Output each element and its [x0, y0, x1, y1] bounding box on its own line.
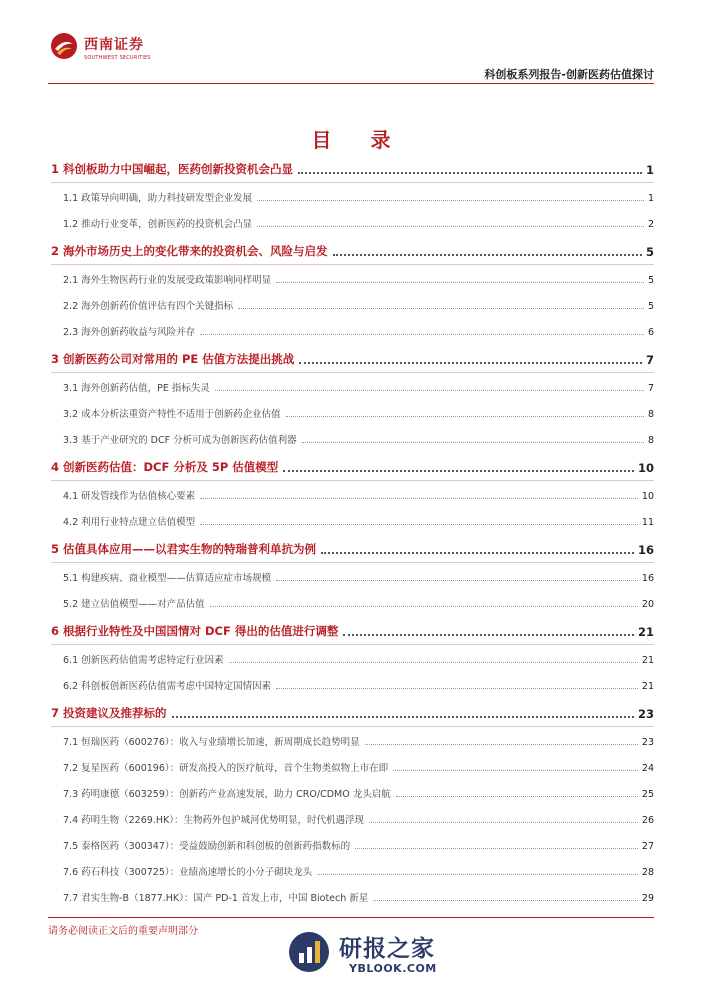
toc-leader-dots	[317, 874, 638, 875]
toc-leader-dots	[365, 744, 638, 745]
toc-subsection-entry[interactable]	[51, 805, 654, 831]
toc-subsection-entry[interactable]	[51, 671, 654, 697]
toc-entry-title: 7.5 泰格医药（300347）：受益鼓励创新和科创板的创新药指数标的	[63, 841, 351, 852]
toc-subsection-entry[interactable]	[51, 291, 654, 317]
toc-entry-title: 1 科创板助力中国崛起，医药创新投资机会凸显	[51, 162, 294, 176]
toc-subsection-entry[interactable]	[51, 317, 654, 343]
toc-entry-title: 7 投资建议及推荐标的	[51, 706, 167, 720]
toc-entry-title: 7.2 复星医药（600196）：研发高投入的医疗航母，首个生物类似物上市在即	[63, 763, 389, 774]
toc-page-number: 21	[641, 681, 654, 692]
toc-entry-title: 6 根据行业特性及中国国情对 DCF 得出的估值进行调整	[51, 624, 339, 638]
toc-subsection-entry[interactable]	[51, 883, 654, 909]
toc-subsection-entry[interactable]	[51, 727, 654, 753]
toc-leader-dots	[172, 716, 634, 718]
toc-page-number: 21	[641, 655, 654, 666]
toc-section-entry[interactable]	[51, 235, 654, 265]
toc-page-number: 28	[641, 867, 654, 878]
report-series-title: 科创板系列报告-创新医药估值探讨	[484, 68, 654, 81]
toc-leader-dots	[302, 442, 644, 443]
toc-page-number: 27	[641, 841, 654, 852]
toc-leader-dots	[299, 362, 642, 364]
toc-section-entry[interactable]	[51, 343, 654, 373]
toc-subsection-entry[interactable]	[51, 399, 654, 425]
toc-leader-dots	[257, 226, 644, 227]
toc-entry-title: 2.3 海外创新药收益与风险并存	[63, 327, 196, 338]
toc-leader-dots	[229, 662, 638, 663]
toc-heading: 目 录	[311, 128, 407, 152]
toc-leader-dots	[355, 848, 638, 849]
toc-subsection-entry[interactable]	[51, 209, 654, 235]
toc-entry-title: 7.3 药明康德（603259）：创新药产业高速发展，助力 CRO/CDMO 龙头启航	[63, 789, 391, 800]
toc-page-number: 5	[647, 275, 654, 286]
toc-page-number: 1	[645, 163, 654, 177]
toc-subsection-entry[interactable]	[51, 779, 654, 805]
toc-entry-title: 3 创新医药公司对常用的 PE 估值方法提出挑战	[51, 352, 295, 366]
toc-page-number: 8	[647, 435, 654, 446]
brand-logo	[48, 30, 168, 74]
toc-page-number: 2	[647, 219, 654, 230]
toc-leader-dots	[276, 580, 638, 581]
toc-subsection-entry[interactable]	[51, 645, 654, 671]
toc-entry-title: 5.1 构建疾病、商业模型——估算适应症市场规模	[63, 573, 272, 584]
toc-leader-dots	[283, 470, 634, 472]
toc-page-number: 8	[647, 409, 654, 420]
toc-subsection-entry[interactable]	[51, 481, 654, 507]
toc-entry-title: 4.2 利用行业特点建立估值模型	[63, 517, 196, 528]
toc-leader-dots	[333, 254, 642, 256]
toc-page-number: 7	[647, 383, 654, 394]
toc-leader-dots	[200, 334, 644, 335]
toc-page-number: 5	[645, 245, 654, 259]
toc-page-number: 11	[641, 517, 654, 528]
toc-entry-title: 7.7 君实生物-B（1877.HK）：国产 PD-1 首发上市，中国 Biotech 新星	[63, 893, 369, 904]
toc-leader-dots	[343, 634, 634, 636]
toc-leader-dots	[396, 796, 638, 797]
toc-leader-dots	[298, 172, 642, 174]
toc-subsection-entry[interactable]	[51, 563, 654, 589]
toc-entry-title: 2.1 海外生物医药行业的发展受政策影响同样明显	[63, 275, 272, 286]
toc-page-number: 10	[641, 491, 654, 502]
toc-page-number: 10	[637, 461, 654, 475]
toc-entry-title: 1.2 推动行业变革，创新医药的投资机会凸显	[63, 219, 253, 230]
watermark-logo-icon	[287, 930, 331, 974]
toc-subsection-entry[interactable]	[51, 425, 654, 451]
toc-subsection-entry[interactable]	[51, 589, 654, 615]
toc-subsection-entry[interactable]	[51, 265, 654, 291]
toc-entry-title: 1.1 政策导向明确，助力科技研发型企业发展	[63, 193, 253, 204]
toc-leader-dots	[215, 390, 644, 391]
toc-page-number: 26	[641, 815, 654, 826]
toc-page-number: 6	[647, 327, 654, 338]
toc-leader-dots	[276, 688, 638, 689]
toc-entry-title: 4 创新医药估值：DCF 分析及 5P 估值模型	[51, 460, 279, 474]
toc-leader-dots	[200, 524, 638, 525]
toc-entry-title: 7.6 药石科技（300725）：业绩高速增长的小分子砌块龙头	[63, 867, 313, 878]
toc-page-number: 1	[647, 193, 654, 204]
toc-page-number: 20	[641, 599, 654, 610]
toc-page-number: 23	[637, 707, 654, 721]
toc-entry-title: 6.2 科创板创新医药估值需考虑中国特定国情因素	[63, 681, 272, 692]
footer-disclaimer: 请务必阅读正文后的重要声明部分	[48, 926, 198, 937]
toc-entry-title: 2.2 海外创新药价值评估有四个关键指标	[63, 301, 234, 312]
toc-section-entry[interactable]	[51, 451, 654, 481]
toc-entry-title: 7.1 恒瑞医药（600276）：收入与业绩增长加速，新周期成长趋势明显	[63, 737, 360, 748]
toc-entry-title: 5 估值具体应用——以君实生物的特瑞普利单抗为例	[51, 542, 317, 556]
toc-leader-dots	[276, 282, 644, 283]
toc-page-number: 24	[641, 763, 654, 774]
toc-leader-dots	[286, 416, 644, 417]
toc-section-entry[interactable]	[51, 615, 654, 645]
toc-section-entry[interactable]	[51, 697, 654, 727]
toc-subsection-entry[interactable]	[51, 183, 654, 209]
watermark-site: YBLOOK.COM	[349, 962, 437, 975]
toc-section-entry[interactable]	[51, 533, 654, 563]
toc-entry-title: 2 海外市场历史上的变化带来的投资机会、风险与启发	[51, 244, 328, 258]
toc-page-number: 21	[637, 625, 654, 639]
footer-divider	[48, 917, 654, 918]
toc-page-number: 5	[647, 301, 654, 312]
brand-name-cn: 西南证券	[84, 37, 144, 53]
table-of-contents	[51, 153, 654, 909]
watermark	[287, 928, 467, 984]
toc-subsection-entry[interactable]	[51, 831, 654, 857]
toc-section-entry[interactable]	[51, 153, 654, 183]
toc-entry-title: 6.1 创新医药估值需考虑特定行业因素	[63, 655, 224, 666]
toc-entry-title: 3.3 基于产业研究的 DCF 分析可成为创新医药估值利器	[63, 435, 297, 446]
toc-entry-title: 3.1 海外创新药估值，PE 指标失灵	[63, 383, 210, 394]
toc-page-number: 25	[641, 789, 654, 800]
toc-page-number: 16	[641, 573, 654, 584]
toc-entry-title: 3.2 成本分析法重资产特性不适用于创新药企业估值	[63, 409, 281, 420]
toc-leader-dots	[257, 200, 644, 201]
toc-leader-dots	[238, 308, 644, 309]
header-divider	[48, 83, 654, 84]
toc-leader-dots	[393, 770, 638, 771]
toc-leader-dots	[321, 552, 634, 554]
toc-subsection-entry[interactable]	[51, 507, 654, 533]
toc-leader-dots	[210, 606, 638, 607]
toc-page-number: 7	[645, 353, 654, 367]
brand-logo-icon	[50, 32, 78, 60]
brand-name-en: SOUTHWEST SECURITIES	[84, 55, 151, 61]
toc-leader-dots	[369, 822, 638, 823]
toc-leader-dots	[200, 498, 638, 499]
toc-leader-dots	[373, 900, 638, 901]
toc-entry-title: 5.2 建立估值模型——对产品估值	[63, 599, 205, 610]
watermark-name: 研报之家	[339, 936, 435, 962]
toc-entry-title: 7.4 药明生物（2269.HK）：生物药外包护城河优势明显，时代机遇浮现	[63, 815, 364, 826]
toc-page-number: 16	[637, 543, 654, 557]
toc-subsection-entry[interactable]	[51, 373, 654, 399]
page-header	[48, 30, 654, 80]
toc-entry-title: 4.1 研发管线作为估值核心要素	[63, 491, 196, 502]
toc-page-number: 29	[641, 893, 654, 904]
toc-subsection-entry[interactable]	[51, 857, 654, 883]
toc-page-number: 23	[641, 737, 654, 748]
toc-subsection-entry[interactable]	[51, 753, 654, 779]
